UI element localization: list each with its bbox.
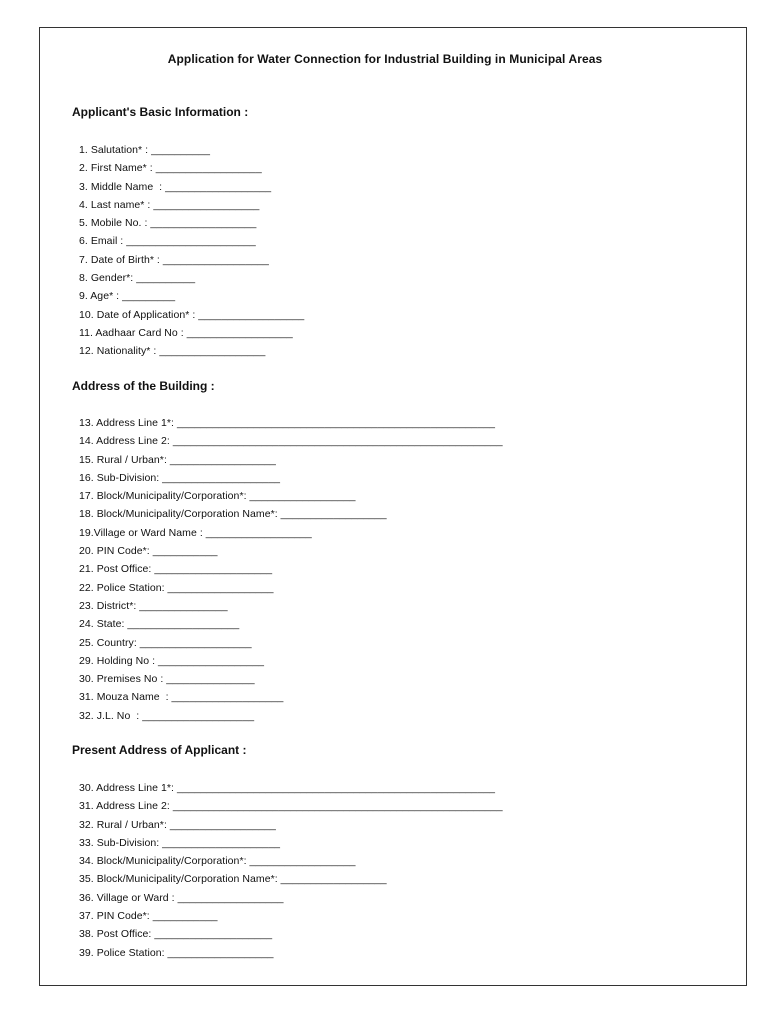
field-label: 35. Block/Municipality/Corporation Name*: __________________	[79, 873, 387, 886]
field-label: 20. PIN Code*: ___________	[79, 545, 218, 558]
field-label: 5. Mobile No. : __________________	[79, 217, 257, 230]
field-label: 31. Address Line 2: ________________________________________________________	[79, 800, 503, 813]
document-title: Application for Water Connection for Industrial Building in Municipal Areas	[167, 52, 603, 66]
field-label: 32. Rural / Urban*: __________________	[79, 818, 276, 831]
field-middle-name[interactable]	[79, 178, 304, 196]
field-label: 17. Block/Municipality/Corporation*: __________________	[79, 490, 356, 503]
field-label: 21. Post Office: ____________________	[79, 563, 273, 576]
field-present-block-municipality[interactable]	[79, 852, 503, 870]
field-label: 30. Address Line 1*: ______________________________________________________	[79, 782, 495, 794]
field-mobile-no[interactable]	[79, 214, 304, 232]
field-building-premises-no[interactable]	[79, 670, 503, 688]
field-nationality[interactable]	[79, 342, 304, 360]
field-label: 19.Village or Ward Name : __________________	[79, 526, 312, 539]
field-salutation[interactable]	[79, 141, 304, 159]
field-aadhaar-card-no[interactable]	[79, 324, 304, 342]
field-building-block-municipality-name[interactable]	[79, 505, 503, 523]
field-label: 2. First Name* : __________________	[79, 162, 262, 175]
field-building-address-line-1[interactable]	[79, 414, 503, 432]
field-label: 10. Date of Application* : __________________	[79, 308, 305, 321]
field-building-state[interactable]	[79, 615, 503, 633]
field-label: 38. Post Office: ____________________	[79, 928, 273, 941]
field-present-pin-code[interactable]	[79, 907, 503, 925]
field-building-rural-urban[interactable]	[79, 451, 503, 469]
present-address-field-list	[79, 779, 503, 962]
field-present-address-line-1[interactable]	[79, 779, 503, 797]
field-label: 18. Block/Municipality/Corporation Name*: __________________	[79, 508, 387, 521]
field-label: 15. Rural / Urban*: __________________	[79, 453, 276, 466]
field-label: 24. State: ___________________	[79, 618, 240, 631]
field-label: 25. Country: ___________________	[79, 636, 252, 649]
section-heading-building-address: Address of the Building :	[72, 379, 215, 393]
field-label: 23. District*: _______________	[79, 599, 228, 612]
field-present-post-office[interactable]	[79, 925, 503, 943]
basic-info-field-list	[79, 141, 304, 361]
field-label: 36. Village or Ward : __________________	[79, 891, 284, 904]
field-label: 32. J.L. No : ___________________	[79, 709, 255, 722]
field-building-block-municipality[interactable]	[79, 487, 503, 505]
field-label: 7. Date of Birth* : __________________	[79, 253, 269, 266]
field-label: 30. Premises No : _______________	[79, 673, 255, 686]
field-building-post-office[interactable]	[79, 560, 503, 578]
field-building-village-ward-name[interactable]	[79, 524, 503, 542]
field-building-jl-no[interactable]	[79, 707, 503, 725]
field-label: 16. Sub-Division: ____________________	[79, 471, 280, 484]
field-date-of-birth[interactable]	[79, 251, 304, 269]
field-gender[interactable]	[79, 269, 304, 287]
field-label: 34. Block/Municipality/Corporation*: __________________	[79, 855, 356, 868]
field-building-pin-code[interactable]	[79, 542, 503, 560]
field-label: 31. Mouza Name : ___________________	[79, 691, 284, 704]
building-address-field-list	[79, 414, 503, 725]
field-present-block-municipality-name[interactable]	[79, 870, 503, 888]
field-building-country[interactable]	[79, 634, 503, 652]
field-label: 11. Aadhaar Card No : __________________	[79, 326, 293, 339]
field-label: 14. Address Line 2: ________________________________________________________	[79, 435, 503, 448]
field-present-rural-urban[interactable]	[79, 816, 503, 834]
field-label: 13. Address Line 1*: ______________________________________________________	[79, 417, 495, 429]
field-label: 9. Age* : _________	[79, 290, 176, 303]
field-present-police-station[interactable]	[79, 944, 503, 962]
section-heading-basic-info: Applicant's Basic Information :	[72, 105, 249, 119]
field-label: 6. Email : ______________________	[79, 235, 256, 248]
field-building-police-station[interactable]	[79, 579, 503, 597]
field-date-of-application[interactable]	[79, 306, 304, 324]
field-email[interactable]	[79, 232, 304, 250]
field-building-district[interactable]	[79, 597, 503, 615]
field-label: 33. Sub-Division: ____________________	[79, 836, 280, 849]
field-label: 39. Police Station: __________________	[79, 946, 274, 959]
field-present-address-line-2[interactable]	[79, 797, 503, 815]
field-label: 29. Holding No : __________________	[79, 654, 265, 667]
section-heading-present-address: Present Address of Applicant :	[72, 743, 247, 757]
field-label: 37. PIN Code*: ___________	[79, 910, 218, 923]
field-building-address-line-2[interactable]	[79, 432, 503, 450]
field-label: 12. Nationality* : __________________	[79, 345, 266, 358]
field-building-mouza-name[interactable]	[79, 688, 503, 706]
field-label: 3. Middle Name : __________________	[79, 180, 272, 193]
field-building-holding-no[interactable]	[79, 652, 503, 670]
field-first-name[interactable]	[79, 159, 304, 177]
field-label: 8. Gender*: __________	[79, 272, 196, 285]
field-last-name[interactable]	[79, 196, 304, 214]
field-age[interactable]	[79, 287, 304, 305]
field-present-sub-division[interactable]	[79, 834, 503, 852]
field-present-village-ward[interactable]	[79, 889, 503, 907]
field-label: 4. Last name* : __________________	[79, 198, 260, 211]
field-label: 22. Police Station: __________________	[79, 581, 274, 594]
field-label: 1. Salutation* : __________	[79, 144, 210, 156]
field-building-sub-division[interactable]	[79, 469, 503, 487]
